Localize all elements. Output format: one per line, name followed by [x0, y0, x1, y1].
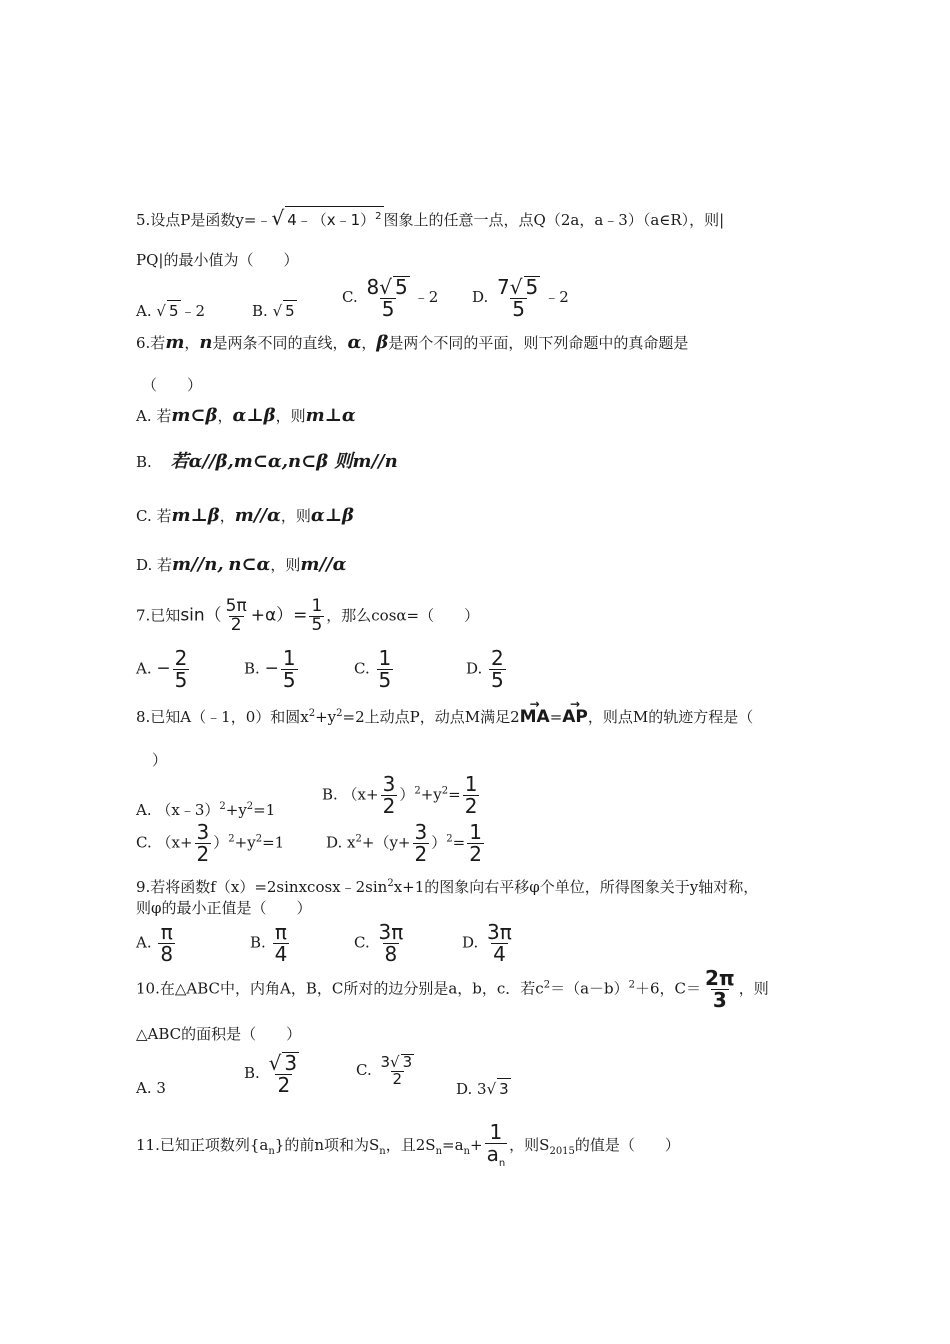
q10-option-d: D. 3√ 3 — [456, 1080, 509, 1098]
q10-option-c: C. $\frac{3√ 3}{2}$ — [356, 1053, 413, 1088]
q7-option-a: A. − $\frac{2}{5}$ — [136, 646, 188, 692]
q7-stem: 7.已知sin（ $\frac{5\pi}{2}$ +α）= $\frac{1}{5}$ ，那么cosα=（ ） — [136, 596, 480, 635]
q9-option-c: C. $\frac{3\pi}{8}$ — [354, 920, 404, 966]
q10-stem-line1: 10.在△ABC中，内角A，B，C所对的边分别是a，b，c．若$c^2=(a-b)^2+6$，C＝ $\frac{2\pi}{3}$ ，则 — [136, 966, 769, 1012]
q6-option-d: D. 若m//n, n⊂α，则m//α — [136, 554, 347, 575]
q8-option-c: C. （x+ $\frac{3}{2}$ ）$^2+y^2=1$ — [136, 820, 285, 866]
q7-option-c: C. $\frac{1}{5}$ — [354, 646, 392, 692]
q5-stem-end: 图象上的任意一点，点Q（2a，a﹣3）（a∈R），则| — [383, 211, 725, 229]
q11-stem: 11.已知正项数列$\{a_n\}$的前n项和为$S_n$，且$2S_n=a_n+$ $\frac{1}{a_n}$ ，则$S_{2015}$的值是（ ） — [136, 1120, 680, 1169]
q8-option-a: A. $(x﹣3)^2+y^2=1$ — [136, 801, 276, 819]
q9-stem-line2: 则φ的最小正值是（ ） — [136, 899, 312, 917]
q7-angle-fraction: $\frac{5\pi}{2}$ — [225, 596, 247, 635]
vector-ma: → MA — [520, 707, 550, 727]
q9-stem-line1: 9.若将函数$f(x)=2sinxcosx﹣2\sin^2x+1$的图象向右平移φ个单位，所得图象关于y轴对称， — [136, 878, 759, 896]
vector-ap: → AP — [562, 707, 588, 727]
q5-option-d: D. $\frac{7√ 5}{5}$ ﹣2 — [472, 275, 569, 321]
q6-option-b: B. 若α//β,m⊂α,n⊂β 则m//n — [136, 451, 398, 472]
q9-option-b: B. $\frac{\pi}{4}$ — [250, 920, 288, 966]
q5-c-fraction: $\frac{8√ 5}{5}$ — [366, 275, 408, 321]
q5-option-c: C. $\frac{8√ 5}{5}$ ﹣2 — [342, 275, 439, 321]
q5-option-b: B. √ 5 — [252, 302, 295, 320]
q5-d-fraction: $\frac{7√ 5}{5}$ — [497, 275, 539, 321]
q5-radicand: 4﹣（x﹣1）$^2$ — [285, 206, 383, 230]
q8-option-d: D. $x^2+(y+$ $\frac{3}{2}$ ）$^2$= $\frac{1}{2}$ — [326, 820, 482, 866]
q6-option-a: A. 若m⊂β，α⊥β，则m⊥α — [136, 405, 356, 426]
q10-angle-fraction: $\frac{2\pi}{3}$ — [705, 966, 735, 1012]
q8-option-b: B. （x+ $\frac{3}{2}$ ）$^2+y^2=$ $\frac{1}{2}$ — [322, 772, 478, 818]
q8-paren-close: ） — [152, 751, 168, 769]
q6-option-c: C. 若m⊥β，m//α，则α⊥β — [136, 505, 354, 526]
q8-stem: 8.已知A（﹣1，0）和圆$x^2+y^2=2$上动点P，动点M满足2→ MA=→ AP，则点M的轨迹方程是（ — [136, 704, 753, 727]
q7-option-d: D. $\frac{2}{5}$ — [466, 646, 504, 692]
q10-option-a: A. 3 — [136, 1079, 166, 1097]
q5-stem-line1 — [136, 206, 724, 230]
q5-option-a: A. √ 5 ﹣2 — [136, 302, 206, 320]
q10-option-b: B. $\frac{√ 3}{2}$ — [244, 1051, 298, 1097]
q7-option-b: B. − $\frac{1}{5}$ — [244, 646, 296, 692]
q9-option-d: D. $\frac{3\pi}{4}$ — [462, 920, 512, 966]
q6-stem: 6.若m，n是两条不同的直线，α，β是两个不同的平面，则下列命题中的真命题是 — [136, 332, 689, 353]
q9-option-a: A. $\frac{\pi}{8}$ — [136, 920, 174, 966]
q7-value-fraction: $\frac{1}{5}$ — [311, 596, 323, 635]
q5-stem-line2: PQ|的最小值为（ ） — [136, 251, 299, 269]
q11-fraction: $\frac{1}{a_n}$ — [486, 1120, 506, 1169]
q10-stem-line2: △ABC的面积是（ ） — [136, 1025, 302, 1043]
q6-paren: （ ） — [142, 376, 203, 394]
radical-sign: √ — [271, 206, 285, 230]
q5-stem-start: 5.设点P是函数y=﹣ — [136, 211, 272, 229]
